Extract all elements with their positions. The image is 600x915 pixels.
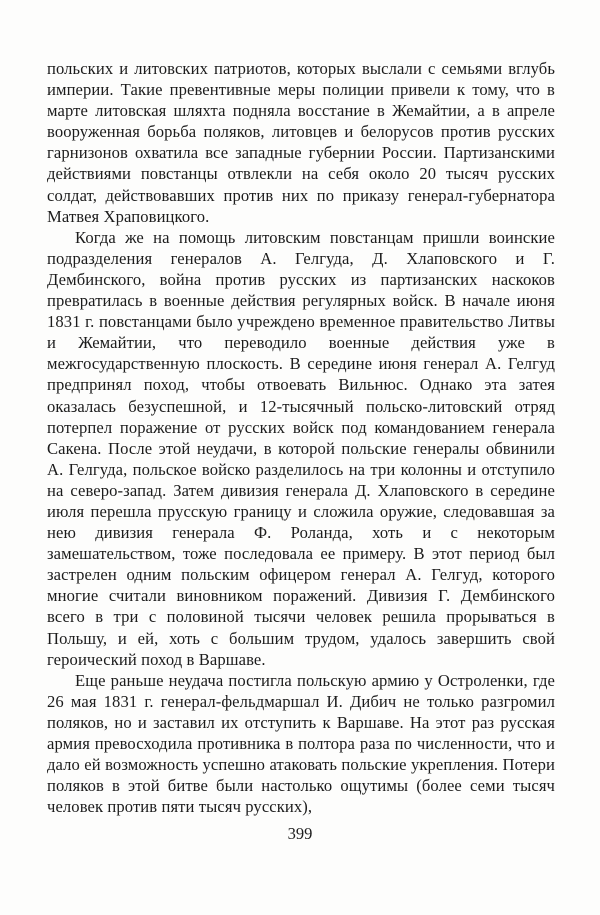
page-text: [47, 58, 555, 817]
paragraph: Когда же на помощь литовским повстанцам пришли воинские подразделения генералов А. Гелгуда, Д. Хлаповского и Г. Дембинского, война против русских из партизанских наскоков превратилась в военные действия регулярных войск. В начале июня 1831 г. повстанцами было учреждено временное правительство Литвы и Жемайтии, что переводило военные действия уже в межгосударственную плоскость. В середине июня генерал А. Гелгуд предпринял поход, чтобы отвоевать Вильнюс. Однако эта затея оказалась безуспешной, и 12-тысячный польско-литовский отряд потерпел поражение от русских войск под командованием генерала Сакена. После этой неудачи, в которой польские генералы обвинили А. Гелгуда, польское войско разделилось на три колонны и отступило на северо-запад. Затем дивизия генерала Д. Хлаповского в середине июля перешла прусскую границу и сложила оружие, следовавшая за нею дивизия генерала Ф. Роланда, хоть и с некоторым замешательством, тоже последовала ее примеру. В этот период был застрелен одним польским офицером генерал А. Гелгуд, которого многие считали виновником поражений. Дивизия Г. Дембинского всего в три с половиной тысячи человек решила прорываться в Польшу, и ей, хоть с большим трудом, удалось завершить свой героический поход в Варшаве.: [47, 227, 555, 669]
paragraph-continuation: польских и литовских патриотов, которых выслали с семьями вглубь империи. Такие превентивные меры полиции привели к тому, что в марте литовская шляхта подняла восстание в Жемайтии, а в апреле вооруженная борьба поляков, литовцев и белорусов против русских гарнизонов охватила все западные губернии России. Партизанскими действиями повстанцы отвлекли на себя около 20 тысяч русских солдат, действовавших против них по приказу генерал-губернатора Матвея Храповицкого.: [47, 59, 555, 226]
paragraph: Еще раньше неудача постигла польскую армию у Остроленки, где 26 мая 1831 г. генерал-фельдмаршал И. Дибич не только разгромил поляков, но и заставил их отступить к Варшаве. На этот раз русская армия превосходила противника в полтора раза по численности, что и дало ей возможность успешно атаковать польские укрепления. Потери поляков в этой битве были настолько ощутимы (более семи тысяч человек против пяти тысяч русских),: [47, 670, 555, 817]
page-number: 399: [287, 824, 313, 843]
